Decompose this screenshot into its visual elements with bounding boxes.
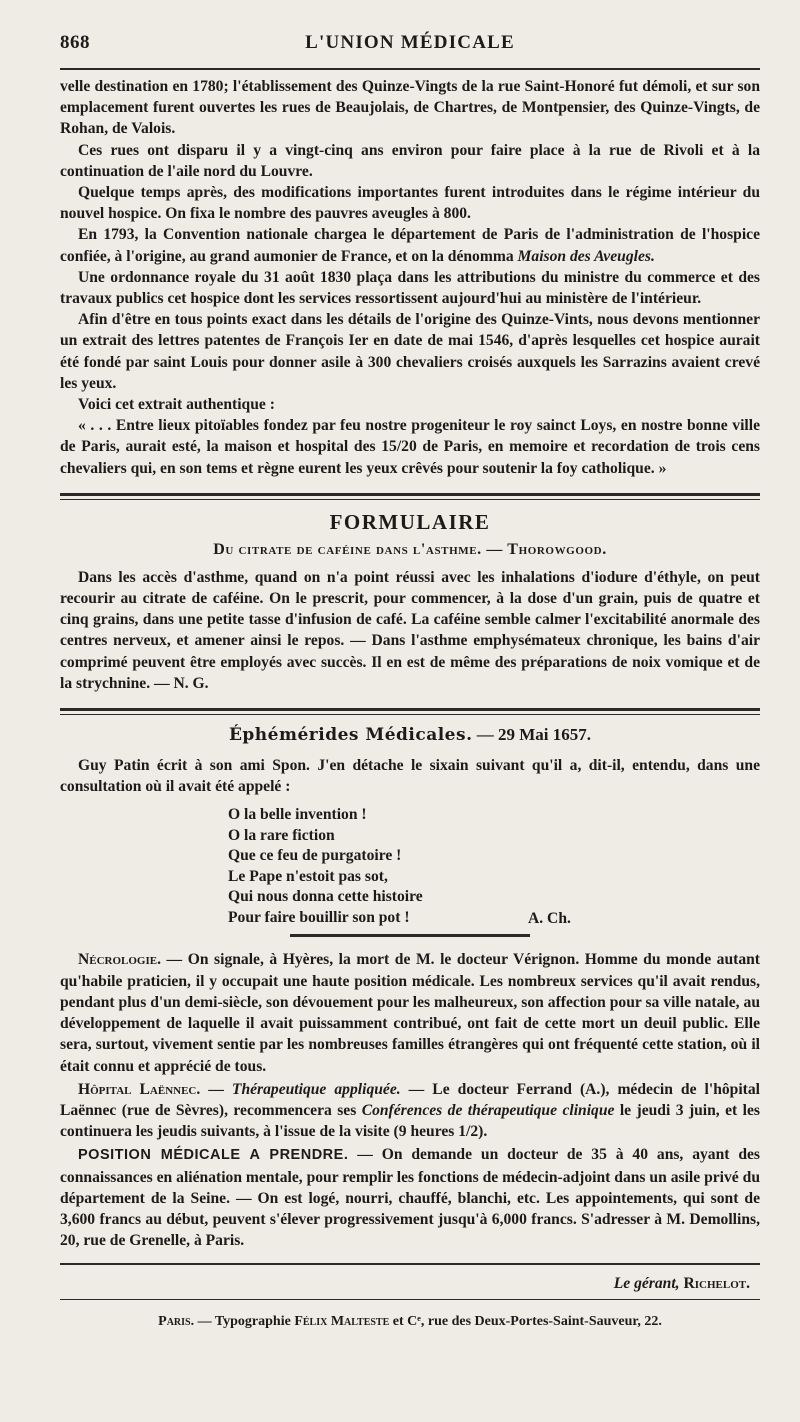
poem-line: O la rare fiction (228, 826, 335, 844)
hopital-paragraph (60, 1079, 760, 1143)
poem-line: Qui nous donna cette histoire (228, 888, 423, 906)
hopital-dash: — (200, 1080, 232, 1098)
history-1793-italic: Maison des Aveugles. (517, 247, 655, 265)
ephemerides-section (60, 725, 760, 928)
news-section (60, 949, 760, 1251)
necrologie-paragraph (60, 949, 760, 1076)
history-paragraph-4: Une ordonnance royale du 31 août 1830 plaça dans les attributions du ministre du commerce et des travaux publics cet hospice dont les services ressortissent aujourd'hui au ministère de l'intérieur. (60, 268, 760, 308)
journal-title: L'UNION MÉDICALE (305, 32, 515, 53)
position-text: — On demande un docteur de 35 à 40 ans, ayant des connaissances en aliénation mentale, pour remplir les fonctions de médecin-adjoint dans un asile privé du département de la Seine. — On est logé, nourri, chauffé, blanchi, etc. Les appointements, qui sont de 3,600 francs au début, peuvent s'élever progressivement jusqu'à 6,000 francs. S'adresser à M. Demollins, 20, rue de Grenelle, à Paris. (60, 1146, 761, 1250)
formulaire-section (60, 510, 760, 694)
poem (228, 805, 760, 928)
history-1793-text: En 1793, la Convention nationale chargea le département de Paris de l'administration de l'hospice confiée, à l'origine, au grand aumonier de France, et on la dénomma (60, 226, 760, 265)
hopital-italic-2: Conférences de thérapeutique clinique (361, 1101, 615, 1119)
footer-rule (60, 1263, 760, 1265)
history-section (60, 76, 760, 479)
header-rule (60, 68, 760, 70)
imprint-text: — Typographie (194, 1314, 295, 1330)
history-paragraph-1: velle destination en 1780; l'établissement des Quinze-Vingts de la rue Saint-Honoré fut démoli, et sur son emplacement furent ouvertes les rues de Beaujolais, de Chartres, de Montpensier, des Quinze-Vingts, de Rohan, de Valois. (60, 78, 760, 138)
formulaire-title: FORMULAIRE (329, 509, 491, 534)
position-paragraph (60, 1144, 760, 1251)
gerant-name: Richelot. (683, 1275, 750, 1293)
hopital-label: Hôpital Laënnec. (78, 1080, 201, 1098)
history-paragraph-3: Quelque temps après, des modifications importantes furent introduites dans le régime intérieur du nouvel hospice. On fixa le nombre des pauvres aveugles à 800. (60, 184, 760, 223)
running-head (60, 22, 760, 56)
imprint-rule (60, 1299, 760, 1300)
ephemerides-intro: Guy Patin écrit à son ami Spon. J'en détache le sixain suivant qu'il a, dit-il, entendu, dans une consultation où il avait été appelé : (60, 757, 760, 796)
gerant-label: Le gérant, (613, 1275, 680, 1293)
poem-line: Que ce feu de purgatoire ! (228, 847, 402, 865)
poem-line: Pour faire bouillir son pot ! (228, 908, 410, 926)
history-paragraph-6: Voici cet extrait authentique : (78, 396, 275, 414)
necrologie-text: — On signale, à Hyères, la mort de M. le docteur Vérignon. Homme du monde autant qu'habile praticien, il y occupait une haute position médicale. Les nombreux services qu'il avait rendus, pendant plus d'un demi-siècle, son dévouement pour les malheureux, son affection pour sa ville natale, au développement de laquelle il avait puissamment contribué, ont fait de cette mort un deuil public. Elle sera, surtout, vivement sentie par les nombreuses familles étrangères qui ont fréquenté cette station, où il était connu et apprécié de tous. (60, 951, 760, 1075)
poem-line: Le Pape n'estoit pas sot, (228, 867, 388, 885)
formulaire-subtitle: Du citrate de caféine dans l'asthme. — Thorowgood. (213, 540, 607, 558)
ephemerides-title: Éphémérides Médicales. (228, 725, 473, 746)
necrologie-label: Nécrologie. (78, 951, 162, 969)
ephemerides-date: — 29 Mai 1657. (476, 725, 592, 745)
hopital-text-2: le jeudi 3 juin, et les continuera les jeudis suivants, à l'issue de la visite (9 heures 1/2). (60, 1101, 760, 1141)
short-divider (290, 934, 530, 937)
history-paragraph-1793 (60, 224, 760, 266)
imprint-city: Paris. (158, 1314, 195, 1330)
page-number: 868 (60, 32, 90, 53)
imprint-rest: et Cᵉ, rue des Deux-Portes-Saint-Sauveur, 22. (389, 1314, 662, 1330)
ephemerides-heading (60, 725, 760, 745)
history-paragraph-2: Ces rues ont disparu il y a vingt-cinq ans environ pour faire place à la rue de Rivoli et à la continuation de l'aile nord du Louvre. (60, 141, 760, 180)
poem-signature: A. Ch. (528, 910, 571, 928)
hopital-italic-1: Thérapeutique appliquée. (231, 1080, 401, 1098)
gerant-line (60, 1275, 750, 1293)
imprint-printer: Félix Malteste (294, 1314, 390, 1330)
imprint-line (60, 1314, 760, 1330)
poem-line: O la belle invention ! (228, 806, 367, 824)
history-paragraph-7: « . . . Entre lieux pitoïables fondez par feu nostre progeniteur le roy sainct Loys, en nostre bonne ville de Paris, aurait esté, la maison et hospital des 15/20 de Paris, en memoire et recordation de trois cens chevaliers qui, en son tems et règne eurent les yeux crêvés pour soutenir la foy catholique. » (60, 417, 760, 477)
position-label: POSITION MÉDICALE A PRENDRE. (78, 1147, 349, 1164)
hopital-text-1: — Le docteur Ferrand (A.), médecin de l'hôpital Laënnec (rue de Sèvres), recommencera ses (60, 1080, 760, 1119)
history-paragraph-5: Afin d'être en tous points exact dans les détails de l'origine des Quinze-Vints, nous devons mentionner un extrait des lettres patentes de François Ier en date de mai 1546, d'après lesquelles cet hospice aurait été fondé par saint Louis pour donner asile à 300 chevaliers croisés auxquels les Sarrazins avaient crevé les yeux. (60, 311, 760, 392)
section-divider (60, 493, 760, 500)
section-divider-2 (60, 708, 760, 715)
formulaire-body: Dans les accès d'asthme, quand on n'a point réussi avec les inhalations d'iodure d'éthyle, on peut recourir au citrate de caféine. On le prescrit, pour commencer, à la dose d'un grain, puis de quatre et cinq grains, dans une petite tasse d'infusion de café. La caféine semble calmer l'excitabilité anormale des centres nerveux, et amener ainsi le repos. — Dans l'asthme emphysémateux chronique, les bains d'air comprimé peuvent être employés avec succès. Il en est de même des préparations de noix vomique et de la strychnine. — N. G. (60, 568, 760, 692)
